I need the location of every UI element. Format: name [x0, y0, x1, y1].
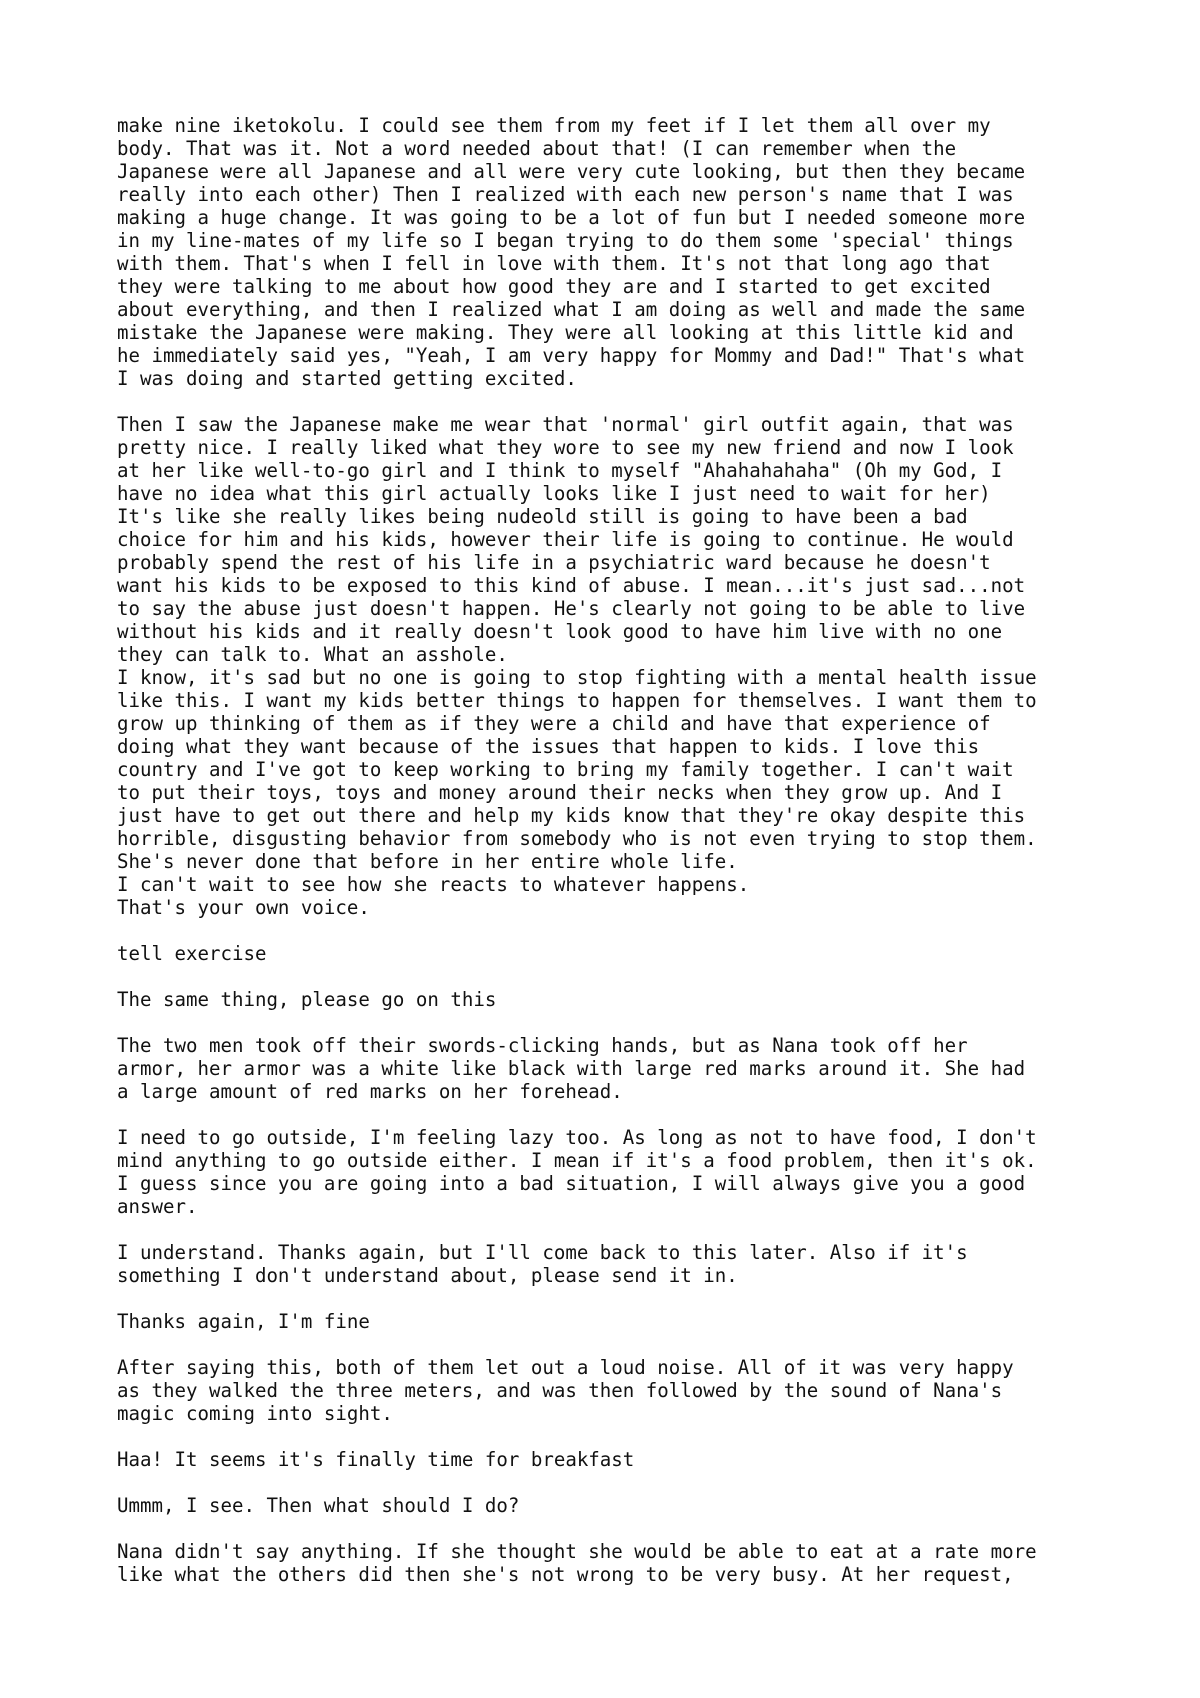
- document-page: [117, 114, 1177, 1609]
- text-line: The two men took off their swords-clicking hands, but as Nana took off her: [117, 1034, 968, 1057]
- text-line: I need to go outside, I'm feeling lazy too. As long as not to have food, I don't: [117, 1126, 1037, 1149]
- text-line: country and I've got to keep working to bring my family together. I can't wait: [117, 758, 1014, 781]
- text-line: choice for him and his kids, however their life is going to continue. He would: [117, 528, 1014, 551]
- text-line: want his kids to be exposed to this kind of abuse. I mean...it's just sad...not: [117, 574, 1026, 597]
- text-line: I guess since you are going into a bad situation, I will always give you a good: [117, 1172, 1026, 1195]
- text-line: they were talking to me about how good they are and I started to get excited: [117, 275, 991, 298]
- text-line: make nine iketokolu. I could see them from my feet if I let them all over my: [117, 114, 991, 137]
- text-line: like what the others did then she's not wrong to be very busy. At her request,: [117, 1563, 1014, 1586]
- text-line: at her like well-to-go girl and I think to myself "Ahahahahaha" (Oh my God, I: [117, 459, 1003, 482]
- paragraph-12: [117, 1540, 1177, 1586]
- text-line: I understand. Thanks again, but I'll come back to this later. Also if it's: [117, 1241, 968, 1264]
- paragraph-9: [117, 1356, 1177, 1425]
- text-line: Nana didn't say anything. If she thought she would be able to eat at a rate more: [117, 1540, 1037, 1563]
- text-line: She's never done that before in her entire whole life.: [117, 850, 738, 873]
- text-line: have no idea what this girl actually looks like I just need to wait for her): [117, 482, 991, 505]
- text-line: I know, it's sad but no one is going to stop fighting with a mental health issue: [117, 666, 1037, 689]
- text-line: doing what they want because of the issues that happen to kids. I love this: [117, 735, 980, 758]
- text-line: After saying this, both of them let out a loud noise. All of it was very happy: [117, 1356, 1014, 1379]
- text-line: really into each other) Then I realized with each new person's name that I was: [117, 183, 1014, 206]
- text-line: Then I saw the Japanese make me wear that 'normal' girl outfit again, that was: [117, 413, 1014, 436]
- text-line: as they walked the three meters, and was then followed by the sound of Nana's: [117, 1379, 1003, 1402]
- text-line: without his kids and it really doesn't look good to have him live with no one: [117, 620, 1003, 643]
- text-line: he immediately said yes, "Yeah, I am very happy for Mommy and Dad!" That's what: [117, 344, 1026, 367]
- text-line: probably spend the rest of his life in a psychiatric ward because he doesn't: [117, 551, 991, 574]
- text-line: horrible, disgusting behavior from somebody who is not even trying to stop them.: [117, 827, 1037, 850]
- paragraph-7: [117, 1241, 1177, 1287]
- paragraph-10: [117, 1448, 1177, 1471]
- text-line: to say the abuse just doesn't happen. He's clearly not going to be able to live: [117, 597, 1026, 620]
- text-line: with them. That's when I fell in love with them. It's not that long ago that: [117, 252, 991, 275]
- text-line: Japanese were all Japanese and all were very cute looking, but then they became: [117, 160, 1026, 183]
- paragraph-5: [117, 1034, 1177, 1103]
- text-line: they can talk to. What an asshole.: [117, 643, 508, 666]
- text-line: just have to get out there and help my kids know that they're okay despite this: [117, 804, 1026, 827]
- text-line: like this. I want my kids better things to happen for themselves. I want them to: [117, 689, 1037, 712]
- paragraph-3: [117, 942, 1177, 965]
- text-line: answer.: [117, 1195, 198, 1218]
- text-line: Ummm, I see. Then what should I do?: [117, 1494, 520, 1517]
- paragraph-8: [117, 1310, 1177, 1333]
- text-line: That's your own voice.: [117, 896, 370, 919]
- text-line: mistake the Japanese were making. They were all looking at this little kid and: [117, 321, 1014, 344]
- paragraph-6: [117, 1126, 1177, 1218]
- text-line: tell exercise: [117, 942, 267, 965]
- text-line: to put their toys, toys and money around their necks when they grow up. And I: [117, 781, 1003, 804]
- text-line: The same thing, please go on this: [117, 988, 497, 1011]
- text-line: I can't wait to see how she reacts to whatever happens.: [117, 873, 750, 896]
- text-line: mind anything to go outside either. I mean if it's a food problem, then it's ok.: [117, 1149, 1037, 1172]
- text-line: in my line-mates of my life so I began trying to do them some 'special' things: [117, 229, 1014, 252]
- text-line: Thanks again, I'm fine: [117, 1310, 370, 1333]
- text-line: grow up thinking of them as if they were a child and have that experience of: [117, 712, 991, 735]
- paragraph-11: [117, 1494, 1177, 1517]
- text-line: something I don't understand about, please send it in.: [117, 1264, 738, 1287]
- text-line: I was doing and started getting excited.: [117, 367, 577, 390]
- text-line: It's like she really likes being nudeold still is going to have been a bad: [117, 505, 968, 528]
- paragraph-1: [117, 114, 1177, 390]
- text-line: body. That was it. Not a word needed about that! (I can remember when the: [117, 137, 957, 160]
- paragraph-4: [117, 988, 1177, 1011]
- text-line: about everything, and then I realized what I am doing as well and made the same: [117, 298, 1026, 321]
- text-line: making a huge change. It was going to be a lot of fun but I needed someone more: [117, 206, 1026, 229]
- text-line: pretty nice. I really liked what they wore to see my new friend and now I look: [117, 436, 1014, 459]
- paragraph-2: [117, 413, 1177, 919]
- text-line: magic coming into sight.: [117, 1402, 393, 1425]
- text-line: armor, her armor was a white like black with large red marks around it. She had: [117, 1057, 1026, 1080]
- text-line: Haa! It seems it's finally time for breakfast: [117, 1448, 635, 1471]
- text-line: a large amount of red marks on her forehead.: [117, 1080, 623, 1103]
